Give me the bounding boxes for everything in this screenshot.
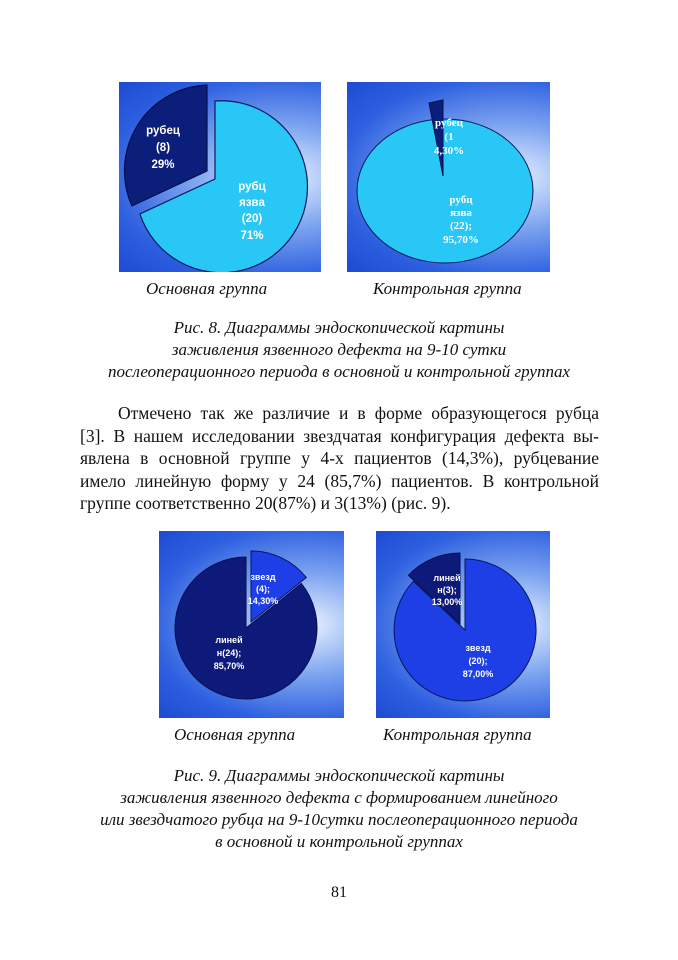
slice-label: рубец [435, 117, 463, 129]
fig8-left-group-label: Основная группа [146, 279, 268, 298]
slice-label: (22); [450, 220, 472, 232]
slice-label: язва [450, 207, 472, 219]
fig8-left-chart [119, 82, 321, 272]
slice-label: рубец [146, 125, 180, 137]
caption-line: послеоперационного периода в основной и контрольной группах [107, 362, 570, 381]
caption-line: в основной и контрольной группах [215, 832, 463, 851]
caption-line: Рис. 9. Диаграммы эндоскопической картины [173, 766, 505, 785]
paragraph-line: Отмечено так же различие и в форме образующегося рубца [118, 403, 599, 423]
caption-line: заживления язвенного дефекта с формированием линейного [120, 788, 558, 807]
slice-label: (1 [444, 131, 454, 143]
slice-label: 14,30% [247, 596, 279, 606]
paragraph-line: группе соответственно 20(87%) и 3(13%) (рис. 9). [80, 493, 451, 513]
slice-label: 29% [151, 159, 175, 171]
slice-label: (8) [155, 142, 171, 154]
fig9-right-chart [376, 531, 550, 718]
slice-label: н(24); [216, 648, 242, 658]
slice-label: (20) [241, 213, 263, 225]
slice-label: 87,00% [462, 669, 494, 679]
fig8-right-chart [347, 82, 550, 272]
slice-label: 95,70% [443, 234, 479, 246]
slice-label: 4,30% [433, 145, 465, 157]
fig9-left-chart [159, 531, 344, 718]
fig9-left-group-label: Основная группа [174, 725, 296, 744]
fig8-right-group-label: Контрольная группа [373, 279, 522, 298]
fig9-right-group-label: Контрольная группа [383, 725, 532, 744]
slice-label: язва [239, 197, 265, 209]
slice-label: (20); [468, 656, 488, 666]
slice-label: н(3); [437, 585, 457, 595]
slice-label: 85,70% [213, 661, 245, 671]
slice-label: линей [215, 635, 243, 645]
slice-label: звезд [250, 572, 276, 582]
fig9-caption [60, 765, 618, 853]
slice-label: линей [433, 573, 461, 583]
paragraph-line: явлена в основной группе у 4-х пациентов (14,3%), рубцевание [80, 448, 599, 468]
page-number: 81 [331, 884, 347, 901]
caption-line: или звездчатого рубца на 9-10сутки послеоперационного периода [100, 810, 578, 829]
body-paragraph [80, 402, 599, 515]
slice-label: рубц [238, 181, 266, 193]
paragraph-line: [3]. В нашем исследовании звездчатая конфигурация дефекта вы- [80, 425, 599, 446]
slice-label: 13,00% [431, 597, 463, 607]
fig8-caption [60, 317, 618, 383]
slice-label: 71% [240, 230, 264, 242]
caption-line: заживления язвенного дефекта на 9-10 сутки [171, 340, 507, 359]
slice-label: рубц [449, 194, 473, 206]
slice-label: (4); [256, 584, 270, 594]
slice-label: звезд [465, 643, 491, 653]
caption-line: Рис. 8. Диаграммы эндоскопической картины [173, 318, 505, 337]
paragraph-line: имело линейную форму у 24 (85,7%) пациентов. В контрольной [80, 470, 599, 491]
